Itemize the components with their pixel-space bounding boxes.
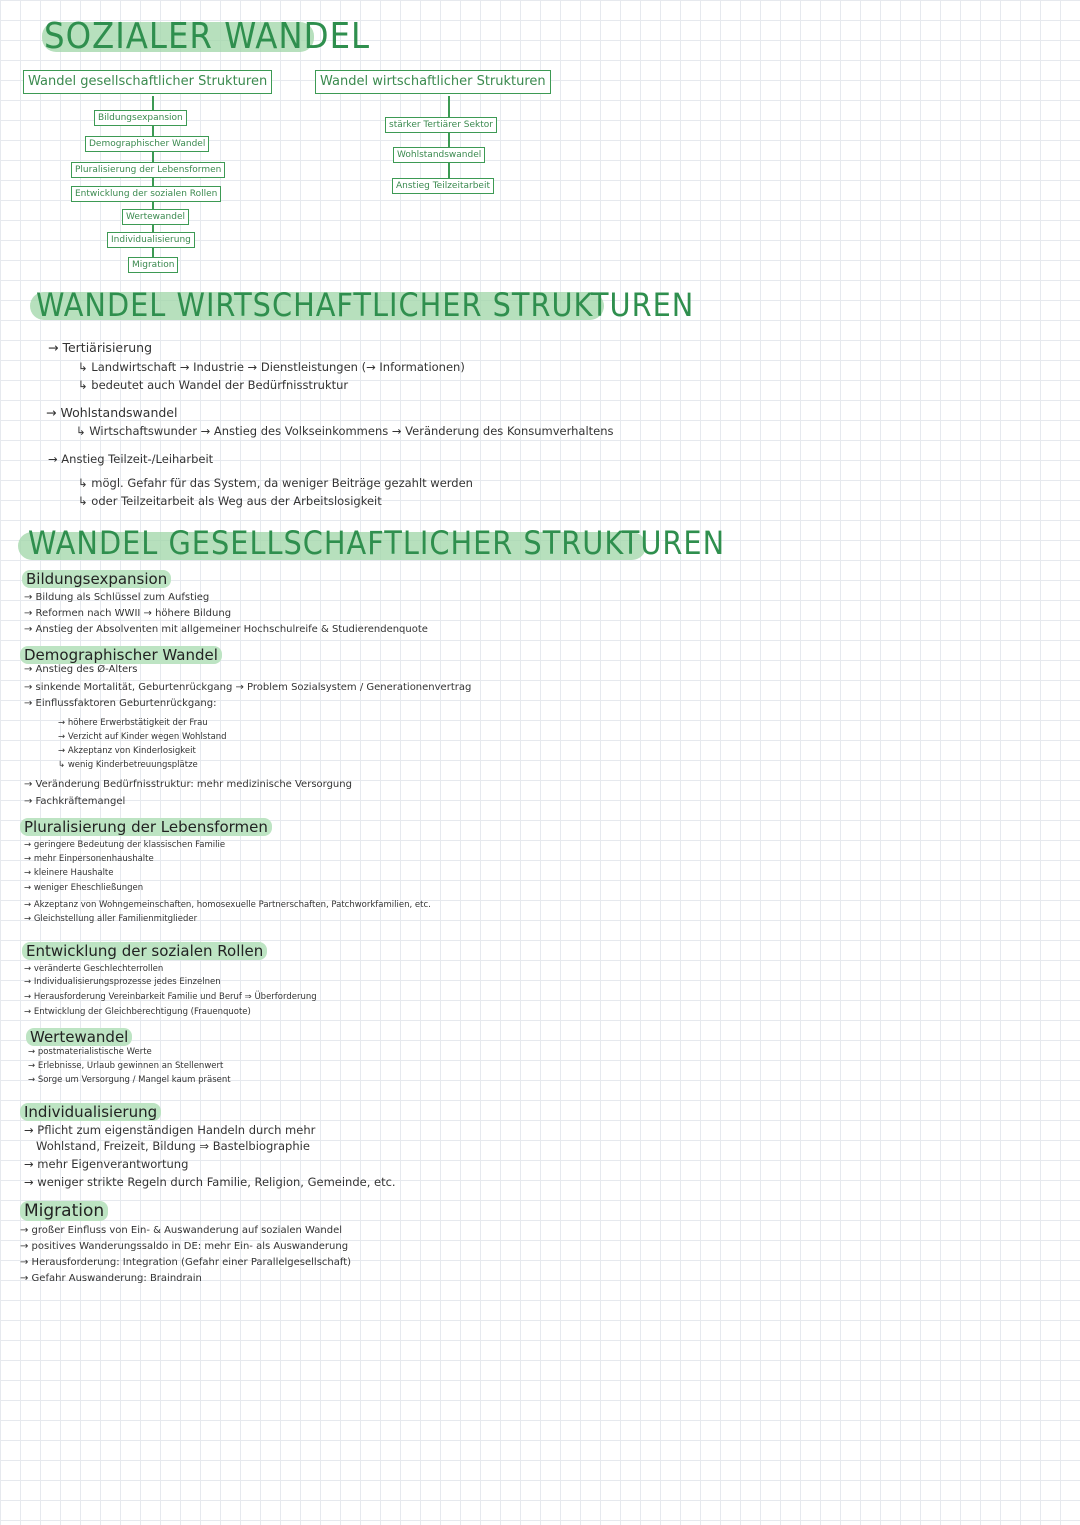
pluralisierung-line: → Gleichstellung aller Familienmitglieder <box>24 914 198 924</box>
demographie-subline: → Verzicht auf Kinder wegen Wohlstand <box>58 732 227 742</box>
individualisierung-line: → Pflicht zum eigenständigen Handeln durch mehr <box>24 1123 316 1137</box>
diagram-item-bildungsexpansion: Bildungsexpansion <box>94 110 187 126</box>
pluralisierung-line: → weniger Eheschließungen <box>24 883 144 893</box>
pluralisierung-line: → mehr Einpersonenhaushalte <box>24 854 154 864</box>
section-title-individualisierung: Individualisierung <box>20 1103 161 1121</box>
diagram-item-wertewandel: Wertewandel <box>122 209 189 225</box>
section-title-bildung: Bildungsexpansion <box>22 570 171 588</box>
individualisierung-line: → mehr Eigenverantwortung <box>24 1157 189 1171</box>
individualisierung-line: Wohlstand, Freizeit, Bildung ⇒ Bastelbiographie <box>36 1139 310 1153</box>
rollen-line: → veränderte Geschlechterrollen <box>24 964 164 974</box>
werte-line: → postmaterialistische Werte <box>28 1047 152 1057</box>
migration-line: → großer Einfluss von Ein- & Auswanderung auf sozialen Wandel <box>20 1225 343 1236</box>
werte-line: → Sorge um Versorgung / Mangel kaum präsent <box>28 1075 231 1085</box>
diagram-item-tertiaer: stärker Tertiärer Sektor <box>385 117 497 133</box>
diagram-item-demographie: Demographischer Wandel <box>85 136 209 152</box>
rollen-line: → Individualisierungsprozesse jedes Einzelnen <box>24 977 221 987</box>
diagram-item-wohlstand: Wohlstandswandel <box>393 147 485 163</box>
section-title-pluralisierung: Pluralisierung der Lebensformen <box>20 818 272 836</box>
wirtschaft-line: ↳ Wirtschaftswunder → Anstieg des Volkseinkommens → Veränderung des Konsumverhaltens <box>76 424 614 438</box>
wirtschaft-line: → Anstieg Teilzeit-/Leiharbeit <box>48 452 214 466</box>
section-title-werte: Wertewandel <box>26 1028 132 1046</box>
bildung-line: → Reformen nach WWII → höhere Bildung <box>24 608 232 619</box>
section-title-demographie: Demographischer Wandel <box>20 646 222 664</box>
rollen-line: → Herausforderung Vereinbarkeit Familie und Beruf ⇒ Überforderung <box>24 992 317 1002</box>
demographie-subline: → höhere Erwerbstätigkeit der Frau <box>58 718 208 728</box>
demographie-subline: → Akzeptanz von Kinderlosigkeit <box>58 746 196 756</box>
wirtschaft-line: ↳ Landwirtschaft → Industrie → Dienstleistungen (→ Informationen) <box>78 360 465 374</box>
werte-line: → Erlebnisse, Urlaub gewinnen an Stellenwert <box>28 1061 224 1071</box>
diagram-left-header: Wandel gesellschaftlicher Strukturen <box>23 70 272 94</box>
section-title-migration: Migration <box>20 1201 108 1221</box>
wirtschaft-line: ↳ mögl. Gefahr für das System, da weniger Beiträge gezahlt werden <box>78 476 473 490</box>
demographie-line: → Einflussfaktoren Geburtenrückgang: <box>24 698 217 709</box>
pluralisierung-line: → geringere Bedeutung der klassischen Familie <box>24 840 226 850</box>
migration-line: → Herausforderung: Integration (Gefahr einer Parallelgesellschaft) <box>20 1257 352 1268</box>
pluralisierung-line: → kleinere Haushalte <box>24 868 114 878</box>
wirtschaft-heading: WANDEL WIRTSCHAFTLICHER STRUKTUREN <box>36 286 695 324</box>
demographie-line: → Fachkräftemangel <box>24 796 126 807</box>
pluralisierung-line: → Akzeptanz von Wohngemeinschaften, homosexuelle Partnerschaften, Patchworkfamilien, etc. <box>24 900 431 910</box>
wirtschaft-line: ↳ bedeutet auch Wandel der Bedürfnisstruktur <box>78 378 349 392</box>
wirtschaft-line: ↳ oder Teilzeitarbeit als Weg aus der Arbeitslosigkeit <box>78 494 382 508</box>
bildung-line: → Bildung als Schlüssel zum Aufstieg <box>24 592 210 603</box>
individualisierung-line: → weniger strikte Regeln durch Familie, Religion, Gemeinde, etc. <box>24 1175 396 1189</box>
gesellschaft-heading: WANDEL GESELLSCHAFTLICHER STRUKTUREN <box>28 524 726 562</box>
migration-line: → Gefahr Auswanderung: Braindrain <box>20 1273 202 1284</box>
diagram-item-migration: Migration <box>128 257 178 273</box>
wirtschaft-line: → Wohlstandswandel <box>46 405 178 420</box>
diagram-item-individualisierung: Individualisierung <box>107 232 195 248</box>
page-title: SOZIALER WANDEL <box>44 16 371 57</box>
migration-line: → positives Wanderungssaldo in DE: mehr Ein- als Auswanderung <box>20 1241 349 1252</box>
wirtschaft-line: → Tertiärisierung <box>48 340 153 355</box>
section-title-rollen: Entwicklung der sozialen Rollen <box>22 942 267 960</box>
right-tree-connector <box>448 96 450 184</box>
bildung-line: → Anstieg der Absolventen mit allgemeiner Hochschulreife & Studierendenquote <box>24 624 428 635</box>
demographie-subline: ↳ wenig Kinderbetreuungsplätze <box>58 760 198 770</box>
diagram-item-rollen: Entwicklung der sozialen Rollen <box>71 186 221 202</box>
rollen-line: → Entwicklung der Gleichberechtigung (Frauenquote) <box>24 1007 251 1017</box>
diagram-right-header: Wandel wirtschaftlicher Strukturen <box>315 70 551 94</box>
demographie-line: → Anstieg des Ø-Alters <box>24 664 138 675</box>
demographie-line: → sinkende Mortalität, Geburtenrückgang → Problem Sozialsystem / Generationenvertrag <box>24 682 472 693</box>
demographie-line: → Veränderung Bedürfnisstruktur: mehr medizinische Versorgung <box>24 779 352 790</box>
diagram-item-teilzeit: Anstieg Teilzeitarbeit <box>392 178 494 194</box>
diagram-item-pluralisierung: Pluralisierung der Lebensformen <box>71 162 225 178</box>
